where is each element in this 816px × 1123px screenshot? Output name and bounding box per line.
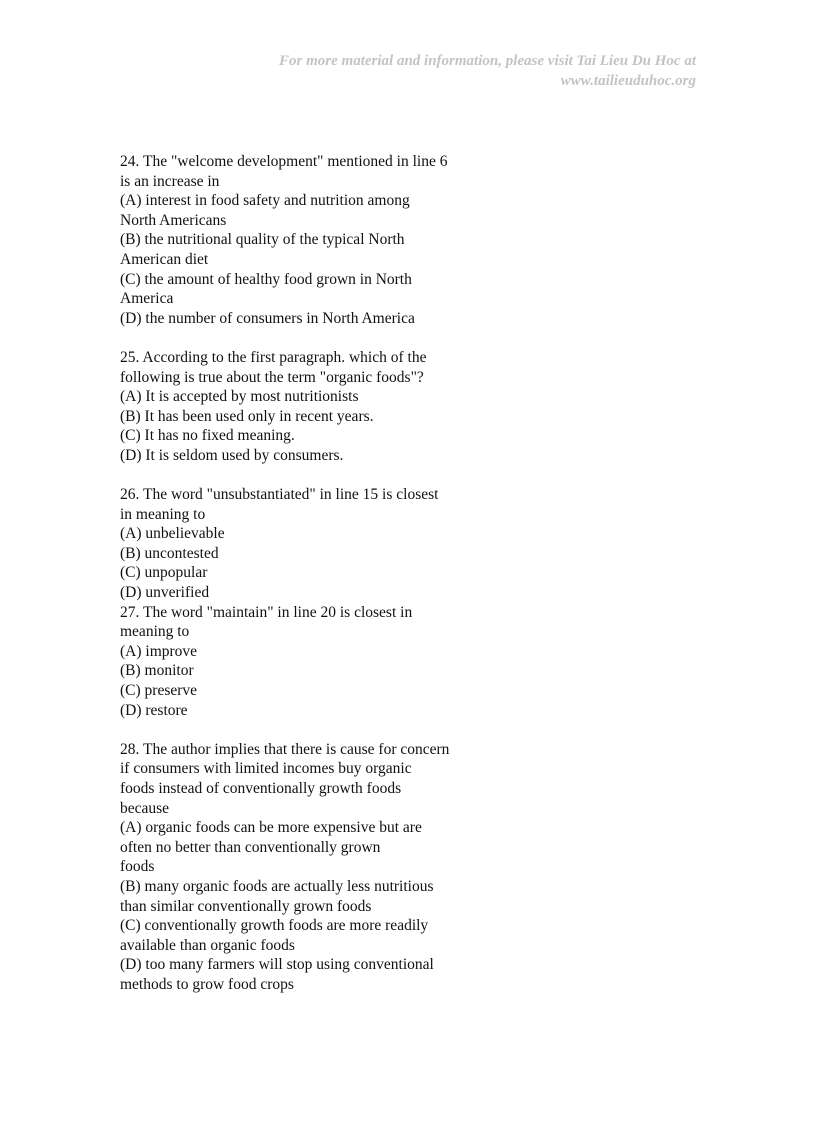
question-25-line: 25. According to the first paragraph. which of the xyxy=(120,348,427,366)
question-24 xyxy=(120,152,480,328)
question-28-line: often no better than conventionally grown xyxy=(120,838,381,856)
question-28-line: because xyxy=(120,799,170,817)
question-spacer xyxy=(120,328,480,348)
question-26 xyxy=(120,485,480,603)
question-28-line: methods to grow food crops xyxy=(120,975,294,993)
question-28-line: available than organic foods xyxy=(120,936,295,954)
question-28-line: if consumers with limited incomes buy organic xyxy=(120,760,412,778)
question-28-option-d: (D) too many farmers will stop using conventional xyxy=(120,956,434,974)
question-28-line: 28. The author implies that there is cause for concern xyxy=(120,740,450,758)
question-25-option-a: (A) It is accepted by most nutritionists xyxy=(120,388,359,406)
question-25-line: following is true about the term "organic foods"? xyxy=(120,368,424,386)
question-28-line: than similar conventionally grown foods xyxy=(120,897,372,915)
question-28 xyxy=(120,740,480,995)
header-line-2: www.tailieuduhoc.org xyxy=(560,73,696,89)
question-28-line: foods xyxy=(120,858,155,876)
question-26-option-d: (D) unverified xyxy=(120,584,210,602)
question-24-line: North Americans xyxy=(120,211,227,229)
question-25-option-d: (D) It is seldom used by consumers. xyxy=(120,446,344,464)
question-list xyxy=(120,152,480,995)
question-27-line: meaning to xyxy=(120,623,190,641)
question-24-line: 24. The "welcome development" mentioned in line 6 xyxy=(120,153,448,170)
question-26-option-c: (C) unpopular xyxy=(120,564,208,582)
question-24-option-c: (C) the amount of healthy food grown in North xyxy=(120,270,412,288)
question-24-option-a: (A) interest in food safety and nutrition among xyxy=(120,192,410,210)
question-27 xyxy=(120,603,480,721)
question-26-option-a: (A) unbelievable xyxy=(120,525,225,543)
question-spacer xyxy=(120,466,480,486)
question-25-option-c: (C) It has no fixed meaning. xyxy=(120,427,295,445)
question-27-option-b: (B) monitor xyxy=(120,662,194,680)
question-27-line: 27. The word "maintain" in line 20 is closest in xyxy=(120,603,413,621)
header-line-1: For more material and information, please visit Tai Lieu Du Hoc at xyxy=(279,53,696,69)
question-28-option-a: (A) organic foods can be more expensive but are xyxy=(120,819,422,837)
question-26-line: 26. The word "unsubstantiated" in line 15 is closest xyxy=(120,486,439,504)
question-27-option-c: (C) preserve xyxy=(120,682,198,700)
question-24-line: is an increase in xyxy=(120,172,220,190)
question-26-line: in meaning to xyxy=(120,505,206,523)
question-27-option-d: (D) restore xyxy=(120,701,188,719)
question-28-option-b: (B) many organic foods are actually less nutritious xyxy=(120,877,434,895)
question-27-option-a: (A) improve xyxy=(120,642,198,660)
question-24-line: American diet xyxy=(120,250,209,268)
page-header xyxy=(279,51,696,91)
question-25 xyxy=(120,348,480,466)
question-24-line: America xyxy=(120,290,174,308)
question-28-option-c: (C) conventionally growth foods are more readily xyxy=(120,917,429,935)
question-26-option-b: (B) uncontested xyxy=(120,544,219,562)
question-spacer xyxy=(120,720,480,740)
question-24-option-d: (D) the number of consumers in North America xyxy=(120,309,415,327)
question-24-option-b: (B) the nutritional quality of the typical North xyxy=(120,231,405,249)
question-25-option-b: (B) It has been used only in recent years. xyxy=(120,407,374,425)
question-28-line: foods instead of conventionally growth foods xyxy=(120,780,402,797)
